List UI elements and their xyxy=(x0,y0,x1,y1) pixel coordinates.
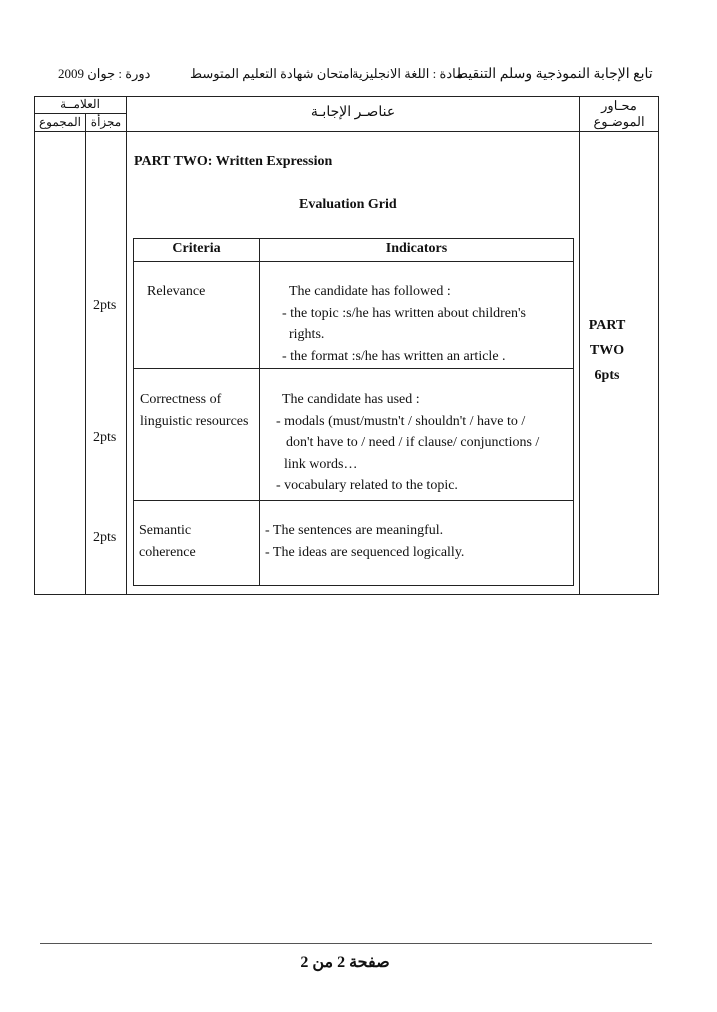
row-2-indicators: The candidate has used : - modals (must/mustn't / shouldn't / have to / don't have to / need / if clause/ conjunctions / link words… - vocabulary related to the topic. xyxy=(276,392,540,493)
axis-part-label: PART TWO 6pts xyxy=(588,318,626,383)
marks-header: العلامــة xyxy=(60,97,100,111)
grid-title: Evaluation Grid xyxy=(299,197,397,212)
answer-elements-header: عناصـر الإجابـة xyxy=(310,105,396,120)
header-title: تابع الإجابة النموذجية وسلم التنقيط xyxy=(455,67,653,82)
row-3-points: 2pts xyxy=(93,530,117,545)
page-number: صفحة 2 من 2 xyxy=(300,954,390,971)
row-2-criteria: Correctness of linguistic resources xyxy=(140,392,249,429)
partial-header: مجزأة xyxy=(90,115,122,129)
header-exam: امتحان شهادة التعليم المتوسط xyxy=(190,66,354,81)
row-3-indicators: - The sentences are meaningful. - The ideas are sequenced logically. xyxy=(265,523,465,560)
axes-header-1: محـاور xyxy=(601,98,637,113)
total-header: المجموع xyxy=(39,115,81,129)
indicators-header: Indicators xyxy=(385,241,448,256)
row-1-criteria: Relevance xyxy=(147,284,206,299)
header-subject: مادة : اللغة الانجليزية xyxy=(352,66,464,81)
row-1-indicators: The candidate has followed : - the topic :s/he has written about children's rights. - the format :s/he has written an article . xyxy=(282,284,526,364)
header-session: دورة : جوان 2009 xyxy=(58,66,151,81)
row-2-points: 2pts xyxy=(93,430,117,445)
footer-rule xyxy=(40,943,652,944)
axes-header-2: الموضـوع xyxy=(593,114,645,129)
part-title: PART TWO: Written Expression xyxy=(134,154,333,169)
row-1-points: 2pts xyxy=(93,298,117,313)
row-3-criteria: Semantic coherence xyxy=(139,523,196,560)
criteria-header: Criteria xyxy=(172,241,221,256)
